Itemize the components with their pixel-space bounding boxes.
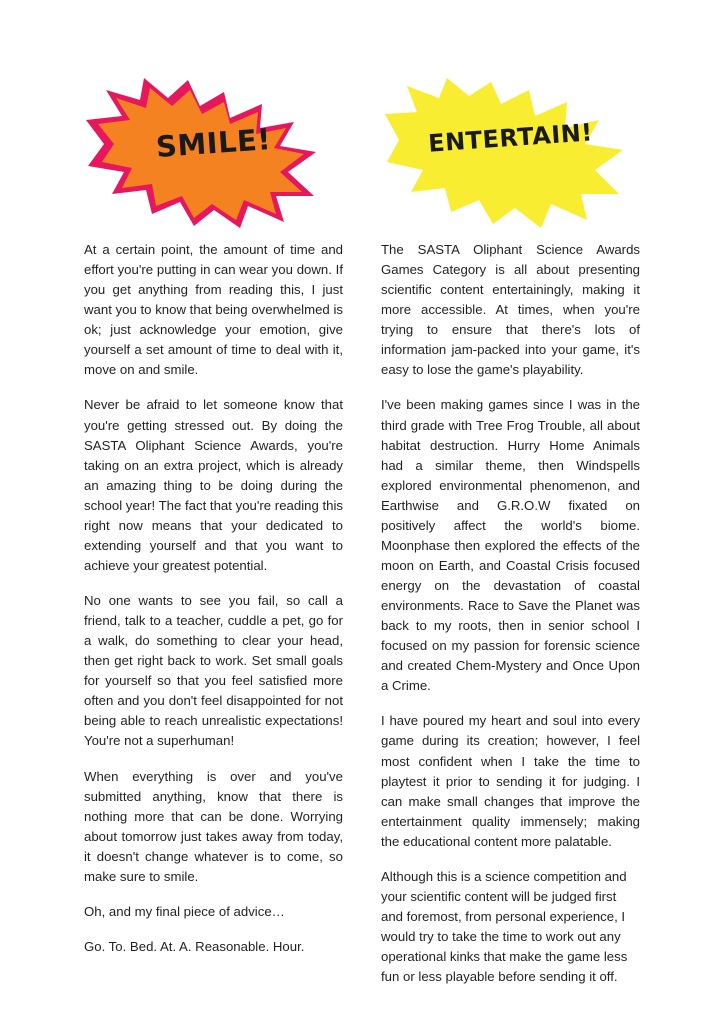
entertain-starburst-graphic	[381, 78, 640, 228]
right-paragraph-2: I've been making games since I was in the third grade with Tree Frog Trouble, all about habitat destruction. Hurry Home Animals had a similar theme, then Windspells explored environmental phenomenon, and Earthwise and G.R.O.W fixated on positively affect the world's biome. Moonphase then explored the effects of the moon on Earth, and Coastal Crisis focused energy on the devastation of coastal environments. Race to Save the Planet was back to my roots, then in senior school I focused on my passion for forensic science and created Chem-Mystery and Once Upon a Crime.	[381, 397, 640, 694]
left-paragraph-3: No one wants to see you fail, so call a friend, talk to a teacher, cuddle a pet, go for a walk, do something to clear your head, then get right back to work. Set small goals for yourself so that you feel satisfied more often and you don't feel disappointed for not being able to reach unrealistic expectations! You're not a superhuman!	[84, 593, 343, 749]
entertain-heading: ENTERTAIN!	[427, 118, 594, 158]
smile-heading: SMILE!	[154, 122, 273, 164]
right-column	[381, 78, 640, 987]
left-paragraph-4: When everything is over and you've submitted anything, know that there is nothing more that can be done. Worrying about tomorrow just takes away from today, it doesn't change whatever is to come, so make sure to smile.	[84, 768, 343, 884]
left-paragraph-2: Never be afraid to let someone know that you're getting stressed out. By doing the SASTA Oliphant Science Awards, you're taking on an extra project, which is already an amazing thing to be doing during the school year! The fact that you're reading this right now means that your dedicated to extending yourself and that you want to achieve your greatest potential.	[84, 397, 343, 573]
left-column	[84, 78, 343, 987]
left-paragraph-6: Go. To. Bed. At. A. Reasonable. Hour.	[84, 938, 305, 954]
two-column-layout	[84, 78, 640, 987]
left-paragraph-5: Oh, and my final piece of advice…	[84, 903, 285, 919]
smile-starburst-graphic	[84, 78, 343, 228]
right-paragraph-3: I have poured my heart and soul into every game during its creation; however, I feel most confident when I take the time to playtest it prior to sending it for judging. I can make small changes that improve the entertainment quality immensely; making the educational content more palatable.	[381, 713, 640, 849]
right-paragraph-4: Although this is a science competition and your scientific content will be judged first and foremost, from personal experience, I would try to take the time to work out any operational kinks that make the game less fun or less playable before sending it off.	[381, 868, 628, 985]
left-paragraph-1: At a certain point, the amount of time and effort you're putting in can wear you down. If you get anything from reading this, I just want you to know that being overwhelmed is ok; just acknowledge your emotion, give yourself a set amount of time to deal with it, move on and smile.	[84, 242, 343, 378]
right-paragraph-1: The SASTA Oliphant Science Awards Games Category is all about presenting scientific content entertainingly, making it more accessible. At times, when you're trying to ensure that there's lots of information jam-packed into your game, it's easy to lose the game's playability.	[381, 242, 640, 378]
